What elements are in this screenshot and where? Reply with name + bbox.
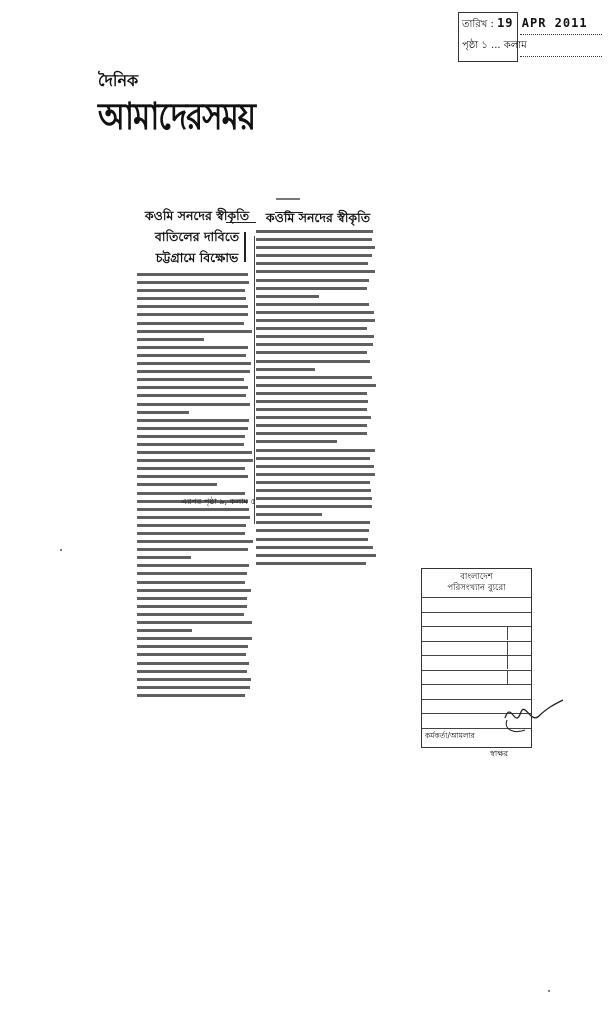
right-headline: কওমি সনদের স্বীকৃতি bbox=[265, 210, 371, 225]
text-line bbox=[137, 297, 246, 300]
text-line bbox=[256, 481, 370, 484]
stamp-date-label: তারিখ bbox=[462, 19, 488, 30]
stamp-date-row: তারিখ : 19 APR 2011 bbox=[462, 16, 588, 30]
left-article-continued: এরপর পৃষ্ঠা ৯, কলাম ৫ bbox=[181, 497, 256, 506]
text-line bbox=[137, 281, 249, 284]
text-line bbox=[137, 313, 248, 316]
text-line bbox=[256, 400, 368, 403]
text-line bbox=[256, 497, 372, 500]
text-line bbox=[256, 424, 367, 427]
speck bbox=[548, 990, 550, 992]
text-line bbox=[256, 262, 368, 265]
text-line bbox=[137, 330, 252, 333]
text-line bbox=[137, 492, 245, 495]
text-line bbox=[256, 473, 375, 476]
text-line bbox=[256, 457, 370, 460]
text-line bbox=[137, 516, 250, 519]
text-line bbox=[137, 289, 245, 292]
text-line bbox=[137, 378, 244, 381]
slip-row bbox=[422, 597, 531, 611]
text-line bbox=[256, 368, 315, 371]
text-line bbox=[256, 432, 367, 435]
text-line bbox=[256, 335, 374, 338]
text-line bbox=[256, 303, 369, 306]
text-line bbox=[137, 338, 204, 341]
text-line bbox=[137, 662, 249, 665]
slip-row bbox=[422, 655, 531, 669]
text-line bbox=[256, 287, 367, 290]
text-line bbox=[137, 459, 253, 462]
slip-cell bbox=[507, 642, 532, 655]
text-line bbox=[137, 403, 250, 406]
slip-header bbox=[422, 572, 531, 594]
divider bbox=[276, 198, 300, 200]
stamp-date-value: 19 APR 2011 bbox=[497, 16, 588, 30]
text-line bbox=[137, 427, 248, 430]
text-line bbox=[137, 322, 244, 325]
text-line bbox=[137, 483, 217, 486]
text-line bbox=[256, 505, 372, 508]
text-line bbox=[137, 597, 247, 600]
text-line bbox=[137, 678, 251, 681]
text-line bbox=[137, 475, 248, 478]
text-line bbox=[137, 605, 247, 608]
text-line bbox=[137, 540, 253, 543]
stamp-page-row: পৃষ্ঠা ১ ... কলাম bbox=[462, 40, 527, 51]
text-line bbox=[256, 295, 319, 298]
text-line bbox=[137, 273, 248, 276]
text-line bbox=[256, 246, 375, 249]
text-line bbox=[137, 556, 191, 559]
text-line bbox=[137, 443, 244, 446]
text-line bbox=[137, 419, 249, 422]
text-line bbox=[137, 532, 245, 535]
slip-row bbox=[422, 612, 531, 626]
slip-row bbox=[422, 641, 531, 655]
text-line bbox=[137, 362, 251, 365]
text-line bbox=[137, 645, 248, 648]
text-line bbox=[256, 440, 337, 443]
text-line bbox=[256, 351, 367, 354]
text-line bbox=[256, 360, 370, 363]
text-line bbox=[137, 524, 246, 527]
text-line bbox=[256, 416, 371, 419]
slip-footer: স্বাক্ষর bbox=[490, 749, 509, 758]
text-line bbox=[137, 686, 250, 689]
stamp-line bbox=[520, 34, 602, 35]
left-headline-line: বাতিলের দাবিতে bbox=[154, 229, 240, 244]
text-line bbox=[256, 449, 375, 452]
text-line bbox=[256, 319, 375, 322]
slip-header-line: বাংলাদেশ bbox=[460, 572, 493, 582]
text-line bbox=[256, 279, 369, 282]
text-line bbox=[137, 572, 247, 575]
text-line bbox=[256, 529, 369, 532]
text-line bbox=[256, 554, 376, 557]
text-line bbox=[137, 370, 250, 373]
masthead-small: দৈনিক bbox=[98, 71, 139, 90]
text-line bbox=[137, 653, 246, 656]
stamp-page-label: পৃষ্ঠা bbox=[462, 40, 479, 51]
text-line bbox=[137, 564, 249, 567]
text-line bbox=[256, 343, 373, 346]
text-line bbox=[137, 589, 251, 592]
text-line bbox=[256, 392, 367, 395]
text-line bbox=[137, 581, 245, 584]
slip-cell bbox=[507, 627, 532, 640]
text-line bbox=[256, 254, 372, 257]
text-line bbox=[256, 408, 367, 411]
date-stamp bbox=[458, 12, 604, 62]
text-line bbox=[137, 435, 245, 438]
slip-row bbox=[422, 626, 531, 640]
slip-cell bbox=[507, 671, 532, 684]
text-line bbox=[256, 538, 368, 541]
text-line bbox=[137, 394, 246, 397]
text-line bbox=[137, 354, 246, 357]
text-line bbox=[137, 613, 244, 616]
text-line bbox=[137, 629, 192, 632]
text-line bbox=[256, 311, 374, 314]
slip-cell bbox=[507, 656, 532, 669]
text-line bbox=[137, 305, 248, 308]
text-line bbox=[256, 546, 373, 549]
text-line bbox=[256, 489, 371, 492]
text-line bbox=[137, 548, 248, 551]
text-line bbox=[256, 327, 367, 330]
slip-row bbox=[422, 670, 531, 684]
text-line bbox=[256, 384, 376, 387]
left-headline-line: চট্টগ্রামে বিক্ষোভ bbox=[155, 250, 239, 265]
text-line bbox=[137, 621, 252, 624]
speck bbox=[60, 549, 62, 551]
text-line bbox=[137, 451, 252, 454]
text-line bbox=[256, 238, 372, 241]
stamp-line bbox=[520, 56, 602, 57]
left-article-body bbox=[137, 273, 255, 702]
text-line bbox=[256, 465, 374, 468]
slip-header-line: পরিসংখ্যান ব্যুরো bbox=[447, 583, 506, 593]
right-article-body bbox=[256, 230, 378, 570]
text-line bbox=[256, 376, 372, 379]
stamp-column-label: কলাম bbox=[503, 40, 527, 51]
text-line bbox=[256, 513, 322, 516]
text-line bbox=[256, 230, 373, 233]
masthead-name: আমাদেরসময় bbox=[98, 95, 256, 139]
right-article bbox=[256, 198, 378, 573]
text-line bbox=[137, 386, 248, 389]
text-line bbox=[137, 467, 245, 470]
slip-row: কর্মকর্তা/আমলার bbox=[422, 728, 531, 742]
signature-mark bbox=[445, 690, 565, 740]
text-line bbox=[256, 562, 366, 565]
left-article bbox=[137, 205, 255, 507]
text-line bbox=[137, 346, 248, 349]
text-line bbox=[256, 270, 375, 273]
left-headline bbox=[141, 205, 253, 268]
text-line bbox=[137, 637, 252, 640]
newspaper-masthead bbox=[98, 68, 302, 139]
text-line bbox=[137, 694, 245, 697]
text-line bbox=[137, 670, 247, 673]
text-line bbox=[137, 411, 189, 414]
left-headline-line: কওমি সনদের স্বীকৃতি bbox=[144, 208, 250, 223]
stamp-page-value: ১ bbox=[481, 40, 488, 51]
text-line bbox=[256, 521, 370, 524]
